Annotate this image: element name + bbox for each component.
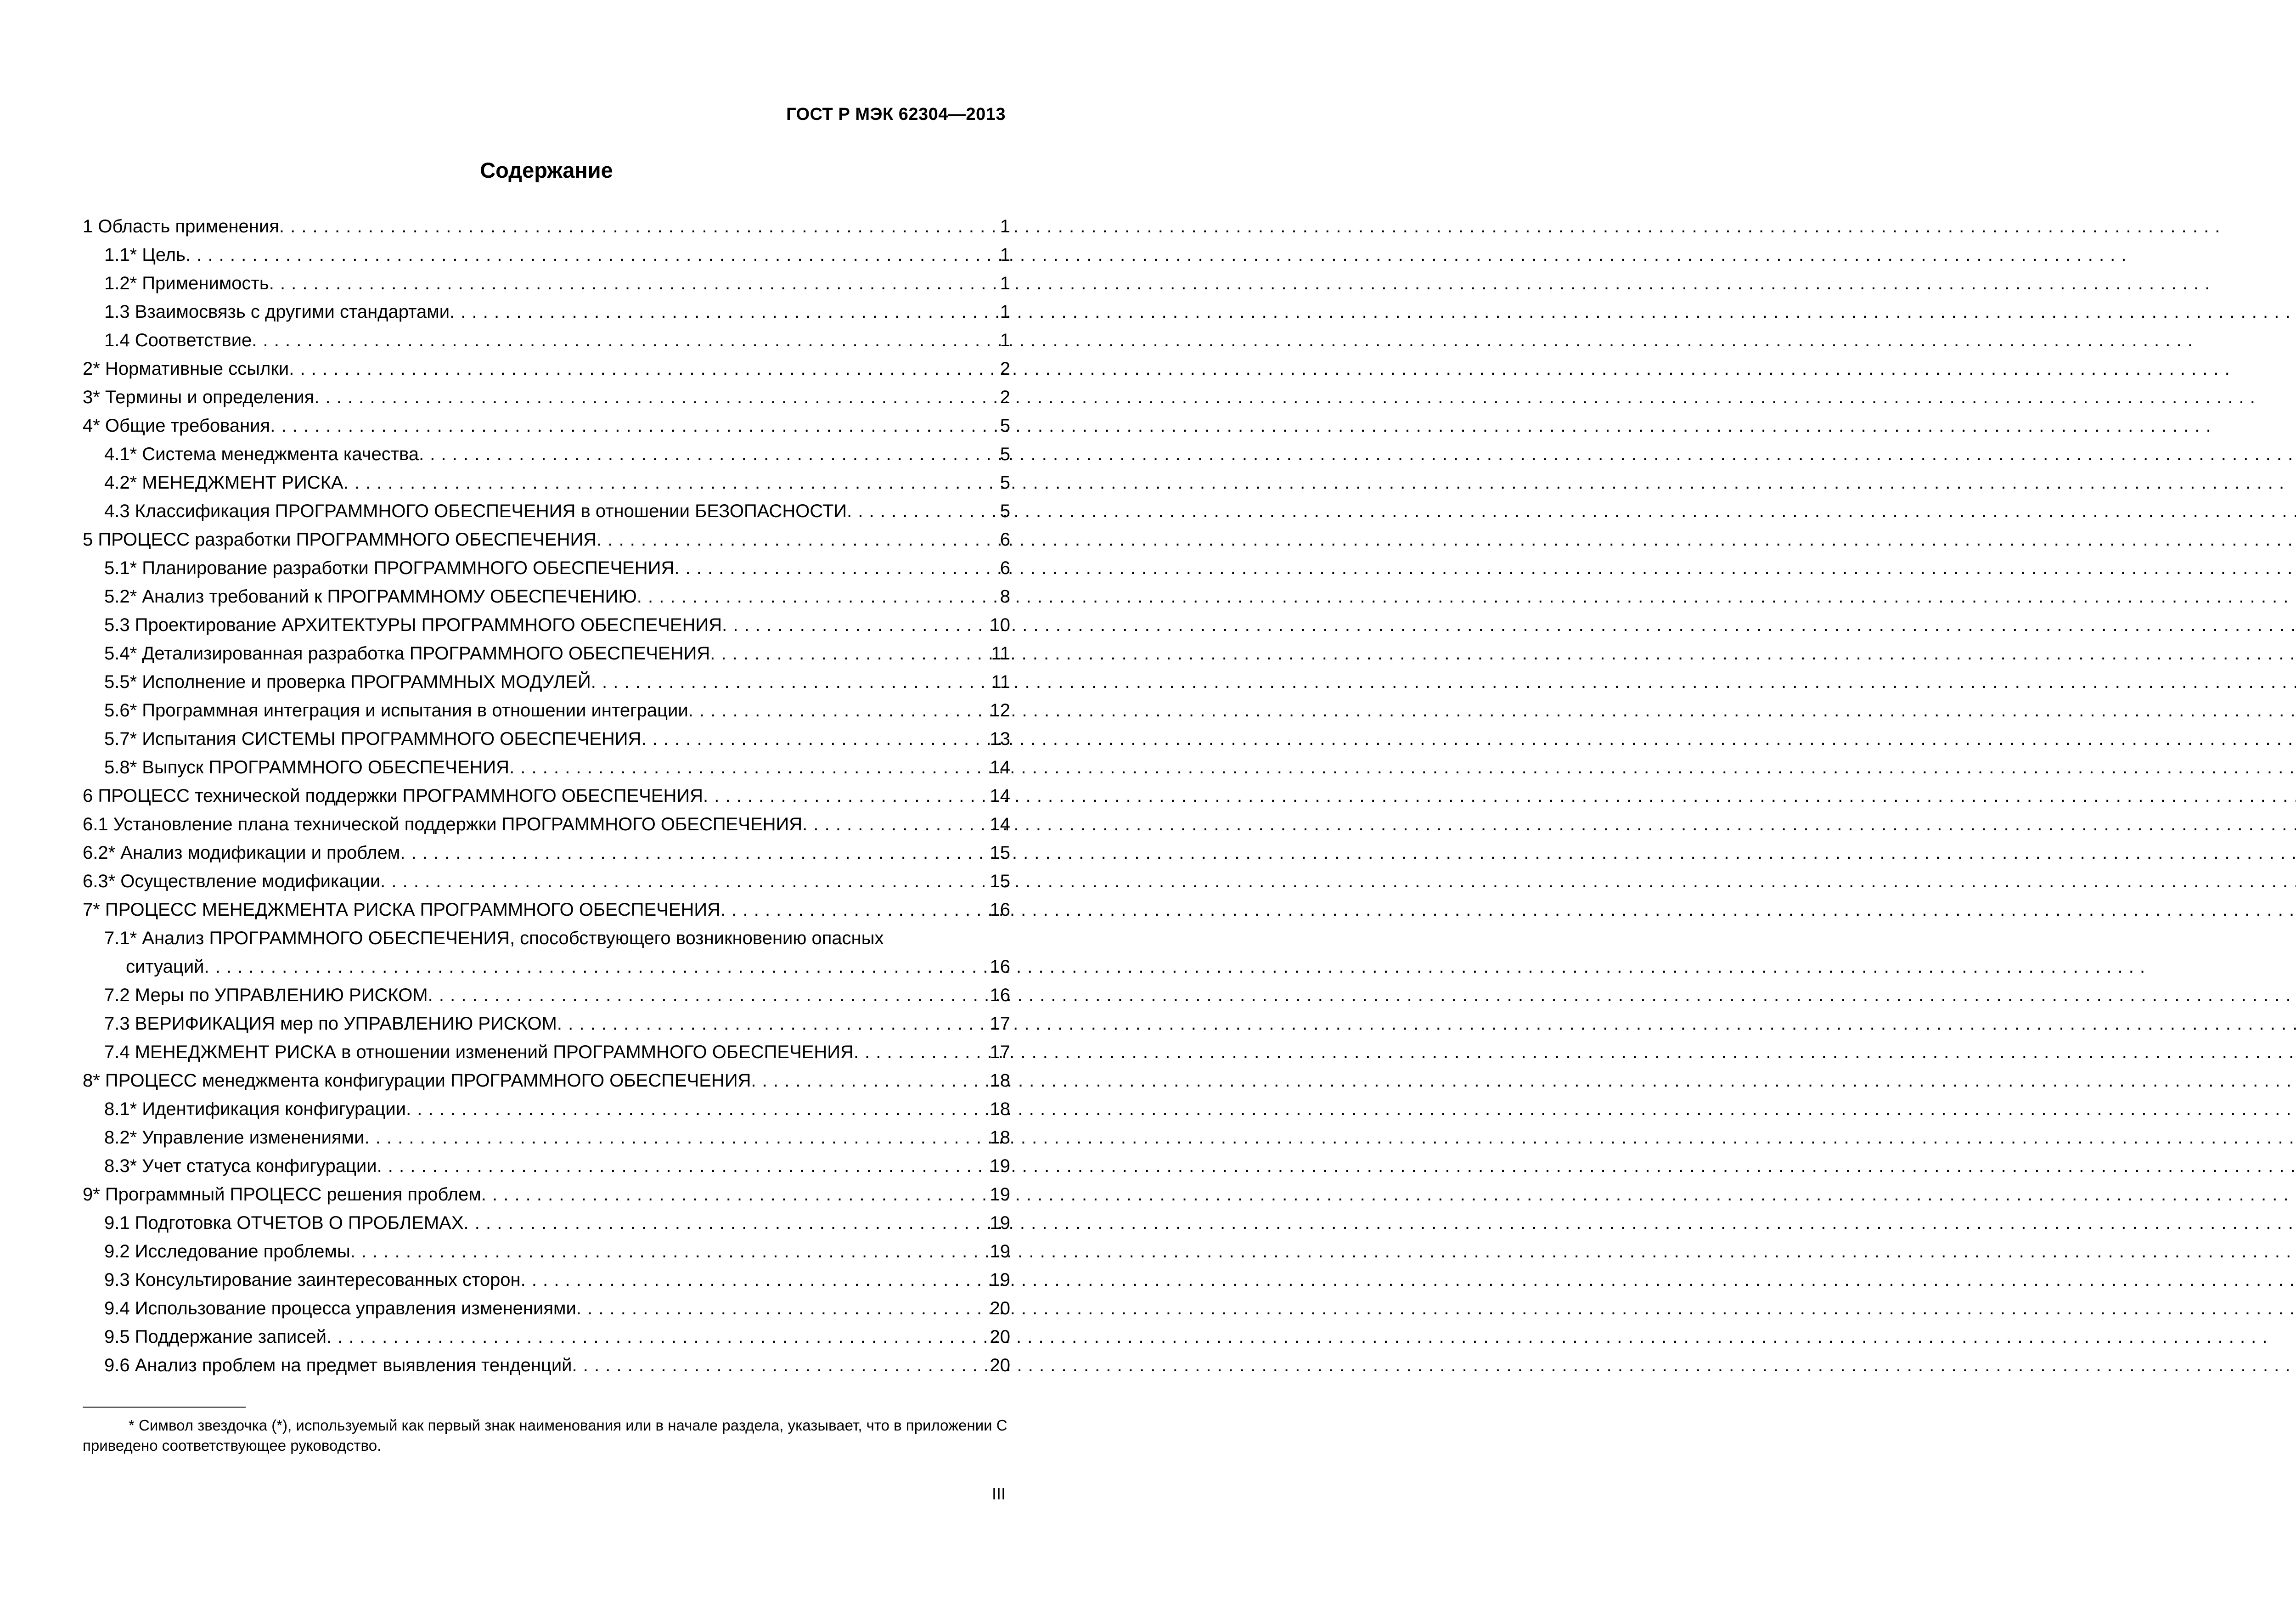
page-number: III [991, 1484, 1006, 1503]
toc-entry-title: 7.4 МЕНЕДЖМЕНТ РИСКА в отношении изменений ПРОГРАММНОГО ОБЕСПЕЧЕНИЯ [104, 1042, 854, 1062]
toc-leader-dots [269, 269, 998, 298]
toc-entry[interactable] [83, 1294, 1010, 1323]
toc-entry-page: 14 [990, 757, 1010, 777]
toc-leader-dots [279, 212, 998, 241]
toc-entry[interactable] [83, 924, 1010, 981]
toc-leader-dots [710, 639, 991, 668]
toc-leader-dots [847, 497, 998, 525]
toc-entry-title: 9.1 Подготовка ОТЧЕТОВ О ПРОБЛЕМАХ [104, 1213, 464, 1233]
toc-entry-title: 8.2* Управление изменениями [104, 1127, 365, 1148]
toc-entry[interactable] [83, 468, 1010, 497]
toc-entry[interactable] [83, 383, 1010, 411]
toc-entry-page: 15 [990, 843, 1010, 863]
toc-leader-dots [641, 725, 990, 753]
toc-entry-title: 4.3 Классификация ПРОГРАММНОГО ОБЕСПЕЧЕНИЯ в отношении БЕЗОПАСНОСТИ [104, 501, 847, 521]
toc-entry-title: 7.1* Анализ ПРОГРАММНОГО ОБЕСПЕЧЕНИЯ, способствующего возникновению опасных [104, 928, 884, 948]
toc-entry-title: 2* Нормативные ссылки [83, 359, 289, 379]
toc-leader-dots [364, 1123, 990, 1152]
toc-entry[interactable] [83, 1038, 1010, 1066]
toc-leader-dots [406, 1095, 990, 1123]
toc-entry-page: 19 [990, 1213, 1010, 1233]
toc-entry[interactable] [83, 1323, 1010, 1351]
toc-leader-dots [481, 1180, 990, 1209]
toc-leader-dots [326, 1323, 990, 1351]
toc-entry-page: 12 [990, 700, 1010, 721]
toc-entry-page: 1 [1000, 330, 1010, 350]
toc-entry-title: 9.4 Использование процесса управления изменениями [104, 1298, 576, 1318]
toc-entry[interactable] [83, 1266, 1010, 1294]
footnote-divider [83, 1407, 246, 1408]
toc-entry[interactable] [83, 1351, 1010, 1380]
toc-entry[interactable] [83, 411, 1010, 440]
toc-entry[interactable] [83, 1237, 1010, 1266]
toc-entry[interactable] [83, 611, 1010, 639]
toc-entry[interactable] [83, 981, 1010, 1009]
toc-leader-dots [597, 525, 998, 554]
toc-entry-title: 6.1 Установление плана технической поддержки ПРОГРАММНОГО ОБЕСПЕЧЕНИЯ [83, 814, 803, 834]
toc-entry-title: 4* Общие требования [83, 416, 270, 436]
toc-leader-dots [674, 554, 998, 582]
toc-leader-dots [450, 298, 998, 326]
toc-entry-page: 5 [1000, 473, 1010, 493]
toc-entry-title: 5.7* Испытания СИСТЕМЫ ПРОГРАММНОГО ОБЕСПЕЧЕНИЯ [104, 729, 642, 749]
toc-leader-dots [464, 1209, 990, 1237]
toc-leader-dots [688, 696, 990, 725]
toc-entry-title: 4.1* Система менеджмента качества [104, 444, 419, 464]
toc-entry-page: 11 [991, 672, 1010, 692]
toc-entry-page: 1 [1000, 273, 1010, 293]
toc-entry-page: 15 [990, 871, 1010, 891]
toc-entry-title: 5.8* Выпуск ПРОГРАММНОГО ОБЕСПЕЧЕНИЯ [104, 757, 510, 777]
toc-entry[interactable] [83, 326, 1010, 355]
toc-entry-title: 1.1* Цель [104, 245, 186, 265]
toc-leader-dots [637, 582, 998, 611]
toc-entry[interactable] [83, 839, 1010, 867]
toc-entry[interactable] [83, 1209, 1010, 1237]
toc-leader-dots [419, 440, 998, 468]
page-title: Содержание [480, 158, 613, 182]
toc-entry-title: 9.2 Исследование проблемы [104, 1241, 350, 1262]
toc-entry-page: 11 [991, 643, 1010, 664]
toc-leader-dots [751, 1066, 990, 1095]
toc-entry-title: 7* ПРОЦЕСС МЕНЕДЖМЕНТА РИСКА ПРОГРАММНОГО ОБЕСПЕЧЕНИЯ [83, 900, 721, 920]
toc-entry[interactable] [83, 810, 1010, 839]
toc-leader-dots [802, 810, 990, 839]
toc-entry-title: 8* ПРОЦЕСС менеджмента конфигурации ПРОГРАММНОГО ОБЕСПЕЧЕНИЯ [83, 1070, 751, 1091]
toc-entry-page: 1 [1000, 245, 1010, 265]
toc-leader-dots [509, 753, 990, 782]
toc-leader-dots [186, 241, 998, 269]
toc-entry-title: 8.1* Идентификация конфигурации [104, 1099, 406, 1119]
toc-entry-page: 19 [990, 1184, 1010, 1205]
toc-entry-title: 5.5* Исполнение и проверка ПРОГРАММНЫХ МОДУЛЕЙ [104, 672, 591, 692]
toc-entry[interactable] [83, 782, 1010, 810]
toc-entry-page: 13 [990, 729, 1010, 749]
toc-entry-page: 19 [990, 1270, 1010, 1290]
toc-entry[interactable] [83, 497, 1010, 525]
toc-entry-page: 2 [1000, 387, 1010, 407]
toc-entry[interactable] [83, 639, 1010, 668]
toc-entry-title: 7.2 Меры по УПРАВЛЕНИЮ РИСКОМ [104, 985, 428, 1005]
toc-entry-page: 16 [990, 957, 1010, 977]
toc-entry[interactable] [83, 753, 1010, 782]
toc-entry-title-continued: ситуаций [126, 957, 204, 977]
toc-entry-page: 14 [990, 786, 1010, 806]
toc-entry-page: 17 [990, 1042, 1010, 1062]
toc-entry-title: 1.4 Соответствие [104, 330, 252, 350]
toc-leader-dots [521, 1266, 990, 1294]
toc-entry-title: 5 ПРОЦЕСС разработки ПРОГРАММНОГО ОБЕСПЕЧЕНИЯ [83, 529, 597, 550]
toc-leader-dots [722, 611, 990, 639]
toc-entry-title: 6.2* Анализ модификации и проблем [83, 843, 400, 863]
toc-entry[interactable] [83, 269, 1010, 298]
toc-entry-title: 9.6 Анализ проблем на предмет выявления тенденций [104, 1355, 572, 1375]
toc-entry-page: 2 [1000, 359, 1010, 379]
toc-entry[interactable] [83, 1152, 1010, 1180]
toc-entry[interactable] [83, 298, 1010, 326]
toc-entry[interactable] [83, 668, 1010, 696]
toc-entry-title: 1.3 Взаимосвязь с другими стандартами [104, 302, 450, 322]
toc-entry-title: 5.4* Детализированная разработка ПРОГРАММНОГО ОБЕСПЕЧЕНИЯ [104, 643, 710, 664]
toc-entry-title: 6.3* Осуществление модификации [83, 871, 381, 891]
toc-leader-dots [591, 668, 991, 696]
toc-entry-page: 16 [990, 900, 1010, 920]
toc-leader-dots [720, 896, 990, 924]
toc-entry-title: 5.3 Проектирование АРХИТЕКТУРЫ ПРОГРАММНОГО ОБЕСПЕЧЕНИЯ [104, 615, 722, 635]
toc-leader-dots [350, 1237, 990, 1266]
toc-leader-dots [854, 1038, 990, 1066]
toc-entry-page: 18 [990, 1070, 1010, 1091]
toc-entry[interactable] [83, 1009, 1010, 1038]
toc-entry[interactable] [83, 440, 1010, 468]
toc-entry-page: 19 [990, 1241, 1010, 1262]
toc-entry[interactable] [83, 1123, 1010, 1152]
toc-entry-page: 18 [990, 1127, 1010, 1148]
toc-leader-dots [572, 1351, 990, 1380]
toc-entry[interactable] [83, 582, 1010, 611]
toc-entry-title: 1.2* Применимость [104, 273, 269, 293]
toc-leader-dots [252, 326, 998, 355]
toc-entry-title: 7.3 ВЕРИФИКАЦИЯ мер по УПРАВЛЕНИЮ РИСКОМ [104, 1014, 557, 1034]
footnote: * Символ звездочка (*), используемый как первый знак наименования или в начале раздела, указывает, что в приложении С приведено соответствующее руководство. [83, 1417, 1007, 1454]
toc-entry-page: 18 [990, 1099, 1010, 1119]
toc-entry[interactable] [83, 554, 1010, 582]
toc-entry-page: 5 [1000, 501, 1010, 521]
toc-entry-page: 20 [990, 1355, 1010, 1375]
toc-entry-page: 17 [990, 1014, 1010, 1034]
toc-entry-title: 9.5 Поддержание записей [104, 1327, 326, 1347]
toc-entry-page: 5 [1000, 444, 1010, 464]
toc-leader-dots [557, 1009, 990, 1038]
toc-leader-dots [428, 981, 990, 1009]
toc-entry[interactable] [83, 241, 1010, 269]
toc-leader-dots [289, 355, 998, 383]
toc-entry-title: 5.6* Программная интеграция и испытания в отношении интеграции [104, 700, 688, 721]
toc-entry[interactable] [83, 355, 1010, 383]
toc-leader-dots [400, 839, 990, 867]
toc-entry-title: 6 ПРОЦЕСС технической поддержки ПРОГРАММНОГО ОБЕСПЕЧЕНИЯ [83, 786, 703, 806]
toc-entry-page: 1 [1000, 216, 1010, 237]
toc-entry-title: 1 Область применения [83, 216, 279, 237]
toc-entry-page: 19 [990, 1156, 1010, 1176]
toc-leader-dots [343, 468, 998, 497]
toc-entry[interactable] [83, 725, 1010, 753]
toc-entry-page: 5 [1000, 416, 1010, 436]
table-of-contents [83, 212, 1010, 1380]
toc-entry-page: 16 [990, 985, 1010, 1005]
toc-entry-title: 5.1* Планирование разработки ПРОГРАММНОГО ОБЕСПЕЧЕНИЯ [104, 558, 675, 578]
toc-leader-dots [270, 411, 998, 440]
toc-entry-page: 14 [990, 814, 1010, 834]
toc-leader-dots [380, 867, 990, 896]
toc-entry-page: 8 [1000, 586, 1010, 607]
toc-entry[interactable] [83, 867, 1010, 896]
toc-entry[interactable] [83, 525, 1010, 554]
toc-leader-dots [377, 1152, 990, 1180]
toc-entry[interactable] [83, 1066, 1010, 1095]
toc-entry-title: 9.3 Консультирование заинтересованных сторон [104, 1270, 521, 1290]
toc-entry-title: 9* Программный ПРОЦЕСС решения проблем [83, 1184, 481, 1205]
toc-entry[interactable] [83, 1180, 1010, 1209]
toc-leader-dots [576, 1294, 990, 1323]
toc-entry-page: 1 [1000, 302, 1010, 322]
toc-entry-page: 6 [1000, 529, 1010, 550]
toc-leader-dots [204, 952, 990, 981]
toc-entry-page: 6 [1000, 558, 1010, 578]
toc-entry-title: 4.2* МЕНЕДЖМЕНТ РИСКА [104, 473, 343, 493]
toc-entry[interactable] [83, 1095, 1010, 1123]
document-id-header: ГОСТ Р МЭК 62304—2013 [786, 105, 1006, 124]
toc-entry-page: 20 [990, 1327, 1010, 1347]
toc-entry[interactable] [83, 212, 1010, 241]
toc-leader-dots [314, 383, 998, 411]
toc-entry-title: 5.2* Анализ требований к ПРОГРАММНОМУ ОБЕСПЕЧЕНИЮ [104, 586, 637, 607]
toc-leader-dots [703, 782, 990, 810]
toc-entry[interactable] [83, 696, 1010, 725]
toc-entry-title: 8.3* Учет статуса конфигурации [104, 1156, 377, 1176]
toc-entry-page: 10 [990, 615, 1010, 635]
toc-entry-page: 20 [990, 1298, 1010, 1318]
toc-entry[interactable] [83, 896, 1010, 924]
toc-entry-title: 3* Термины и определения [83, 387, 315, 407]
